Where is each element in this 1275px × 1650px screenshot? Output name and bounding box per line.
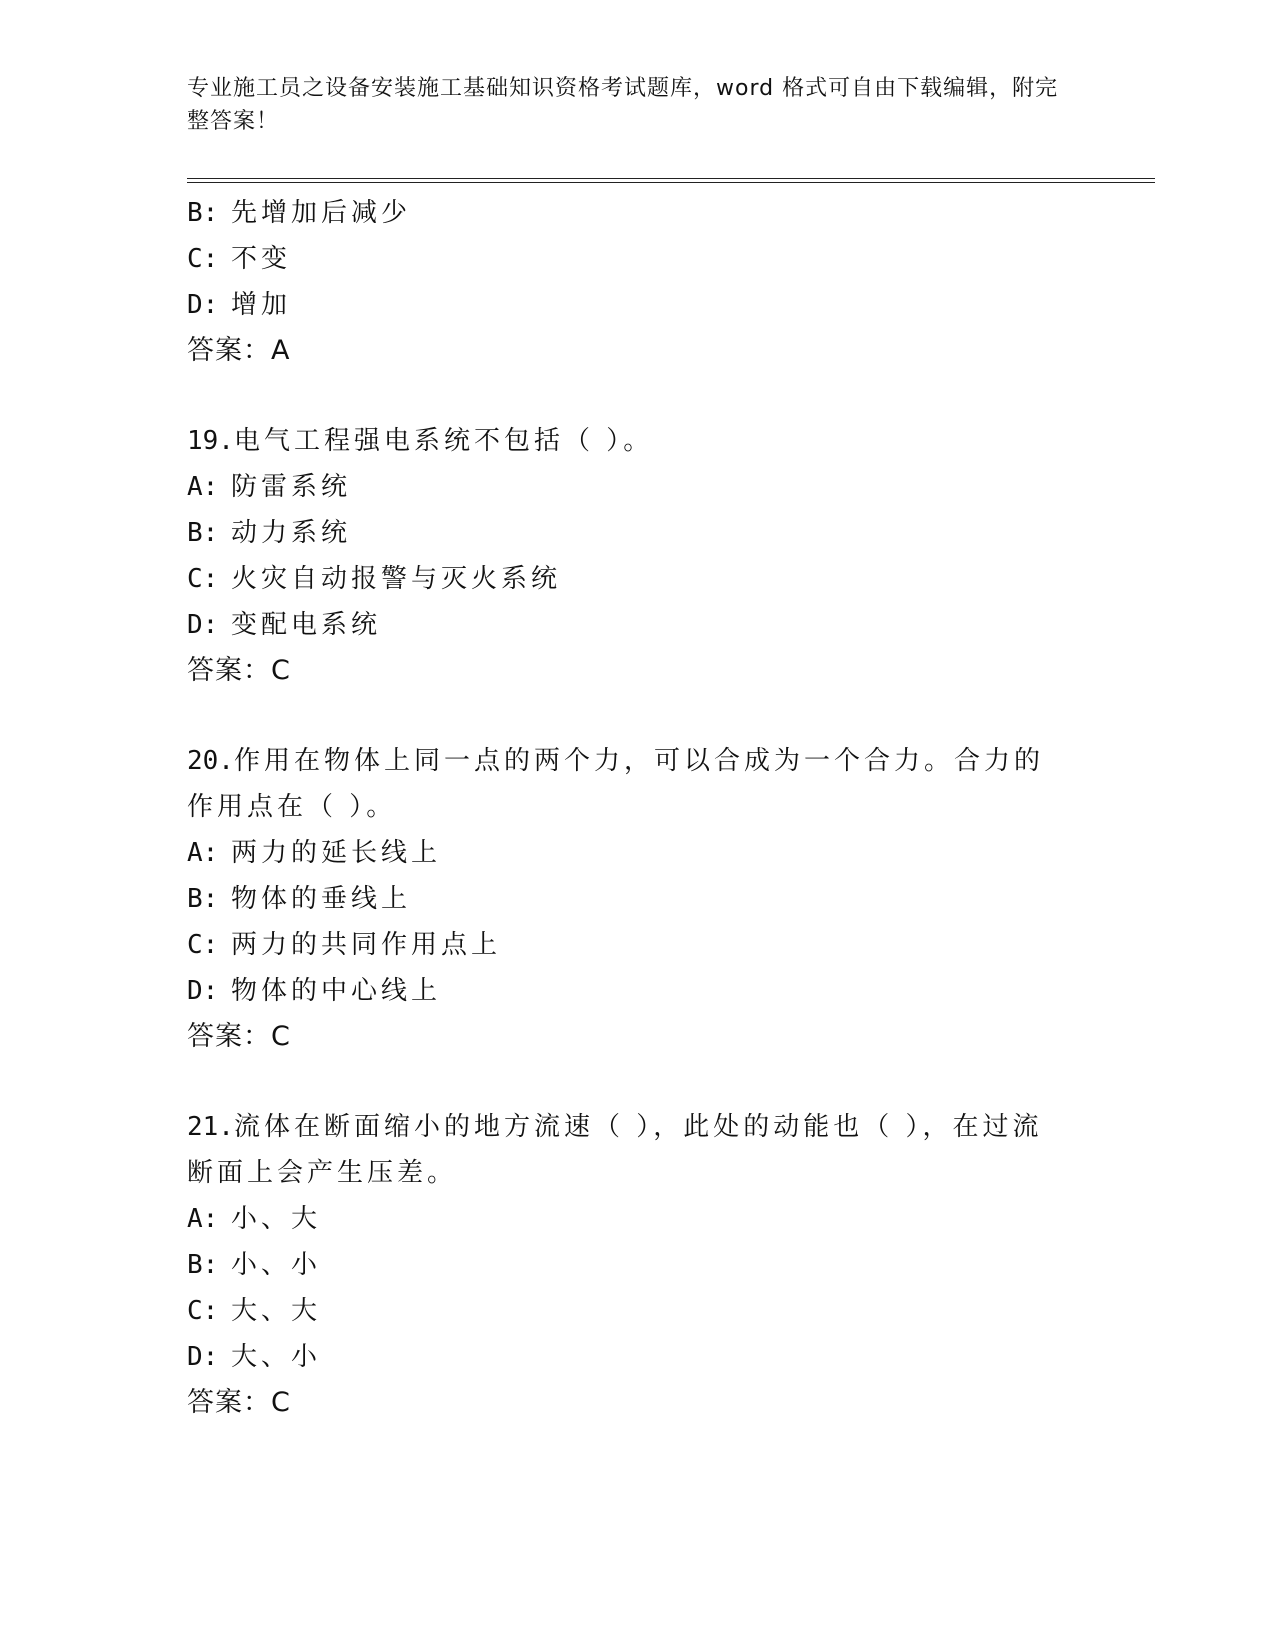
- question-list: [187, 190, 1087, 1426]
- option-c: C: 火灾自动报警与灭火系统: [187, 564, 562, 594]
- answer: 答案：C: [187, 655, 291, 686]
- option-c: C: 大、大: [187, 1296, 322, 1326]
- option-b: B: 物体的垂线上: [187, 884, 412, 914]
- option-c: C: 不变: [187, 244, 292, 274]
- option-d: D: 大、小: [187, 1342, 322, 1372]
- option-d: D: 增加: [187, 290, 292, 320]
- option-d: D: 变配电系统: [187, 610, 382, 640]
- question-21: [187, 1104, 1087, 1426]
- option-a: A: 两力的延长线上: [187, 838, 442, 868]
- question-20: [187, 738, 1087, 1060]
- option-a: A: 防雷系统: [187, 472, 352, 502]
- question-stem: 19.电气工程强电系统不包括（ ）。: [187, 426, 654, 456]
- question-stem: 21.流体在断面缩小的地方流速（ ），此处的动能也（ ），在过流断面上会产生压差。: [187, 1112, 1043, 1188]
- option-a: A: 小、大: [187, 1204, 322, 1234]
- option-b: B: 先增加后减少: [187, 198, 412, 228]
- question-number: 19.: [187, 426, 234, 456]
- option-d: D: 物体的中心线上: [187, 976, 442, 1006]
- header-divider: [187, 178, 1155, 183]
- question-19: [187, 418, 1087, 694]
- question-18: [187, 190, 1087, 374]
- document-header: [187, 72, 1067, 138]
- question-number: 20.: [187, 746, 234, 776]
- answer: 答案：C: [187, 1387, 291, 1418]
- option-b: B: 小、小: [187, 1250, 322, 1280]
- question-stem: 20.作用在物体上同一点的两个力，可以合成为一个合力。合力的作用点在（ ）。: [187, 746, 1044, 822]
- option-c: C: 两力的共同作用点上: [187, 930, 502, 960]
- answer: 答案：C: [187, 1021, 291, 1052]
- question-number: 21.: [187, 1112, 234, 1142]
- header-title: 专业施工员之设备安装施工基础知识资格考试题库，word 格式可自由下载编辑，附完整答案！: [187, 76, 1059, 134]
- answer: 答案：A: [187, 335, 291, 366]
- option-b: B: 动力系统: [187, 518, 352, 548]
